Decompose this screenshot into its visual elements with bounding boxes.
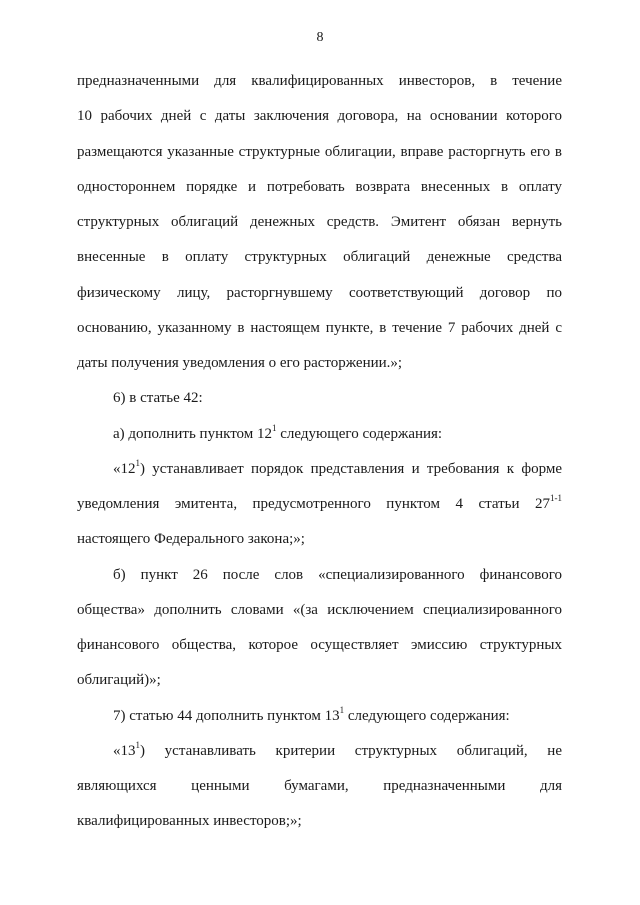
text-line: квалифицированных инвесторов;»; xyxy=(77,813,302,830)
text-line: б) пункт 26 после слов «специализированного финансового xyxy=(113,566,562,583)
superscript: 1 xyxy=(272,422,277,433)
text-span: 7) статью 44 дополнить пунктом 13 xyxy=(113,707,340,724)
text-span: следующего содержания: xyxy=(280,425,443,442)
text-line: даты получения уведомления о его расторжении.»; xyxy=(77,355,403,371)
text-line: основанию, указанному в настоящем пункте, в течение 7 рабочих дней с xyxy=(77,319,562,336)
text-line xyxy=(77,417,562,452)
text-line: облигаций)»; xyxy=(77,672,161,689)
page-number: 8 xyxy=(316,30,324,45)
text-span: «12 xyxy=(113,460,136,477)
text-span: уведомления эмитента, предусмотренного пунктом 4 статьи 27 xyxy=(77,496,550,512)
text-line xyxy=(77,487,562,522)
text-line: 10 рабочих дней с даты заключения договора, на основании которого xyxy=(77,108,562,125)
text-line: структурных облигаций денежных средств. Эмитент обязан вернуть xyxy=(77,214,562,230)
text-line: физическому лицу, расторгнувшему соответствующий договор по xyxy=(77,284,562,301)
text-line: настоящего Федерального закона;»; xyxy=(77,531,305,548)
text-line: общества» дополнить словами «(за исключением специализированного xyxy=(77,601,562,618)
text-line xyxy=(77,734,562,769)
text-line: являющихся ценными бумагами, предназначенными для xyxy=(77,778,562,794)
text-span: ) устанавливает порядок представления и требования к форме xyxy=(140,460,562,477)
document-body xyxy=(77,64,562,840)
superscript: 1 xyxy=(135,457,140,468)
text-line: предназначенными для квалифицированных инвесторов, в течение xyxy=(77,73,562,89)
text-line: 6) в статье 42: xyxy=(113,390,203,407)
superscript: 1-1 xyxy=(550,493,562,503)
superscript: 1 xyxy=(339,704,345,715)
text-span: «13 xyxy=(113,742,136,759)
text-span: а) дополнить пунктом 12 xyxy=(113,425,273,442)
text-span: ) устанавливать критерии структурных облигаций, не xyxy=(140,742,562,759)
superscript: 1 xyxy=(135,739,140,750)
text-span: следующего содержания: xyxy=(347,707,510,724)
text-line xyxy=(77,699,562,734)
text-line: финансового общества, которое осуществляет эмиссию структурных xyxy=(77,637,562,653)
text-line: одностороннем порядке и потребовать возврата внесенных в оплату xyxy=(77,178,562,195)
text-line: размещаются указанные структурные облигации, вправе расторгнуть его в xyxy=(77,143,562,160)
text-line: внесенные в оплату структурных облигаций денежные средства xyxy=(77,249,562,266)
text-line xyxy=(77,452,562,487)
